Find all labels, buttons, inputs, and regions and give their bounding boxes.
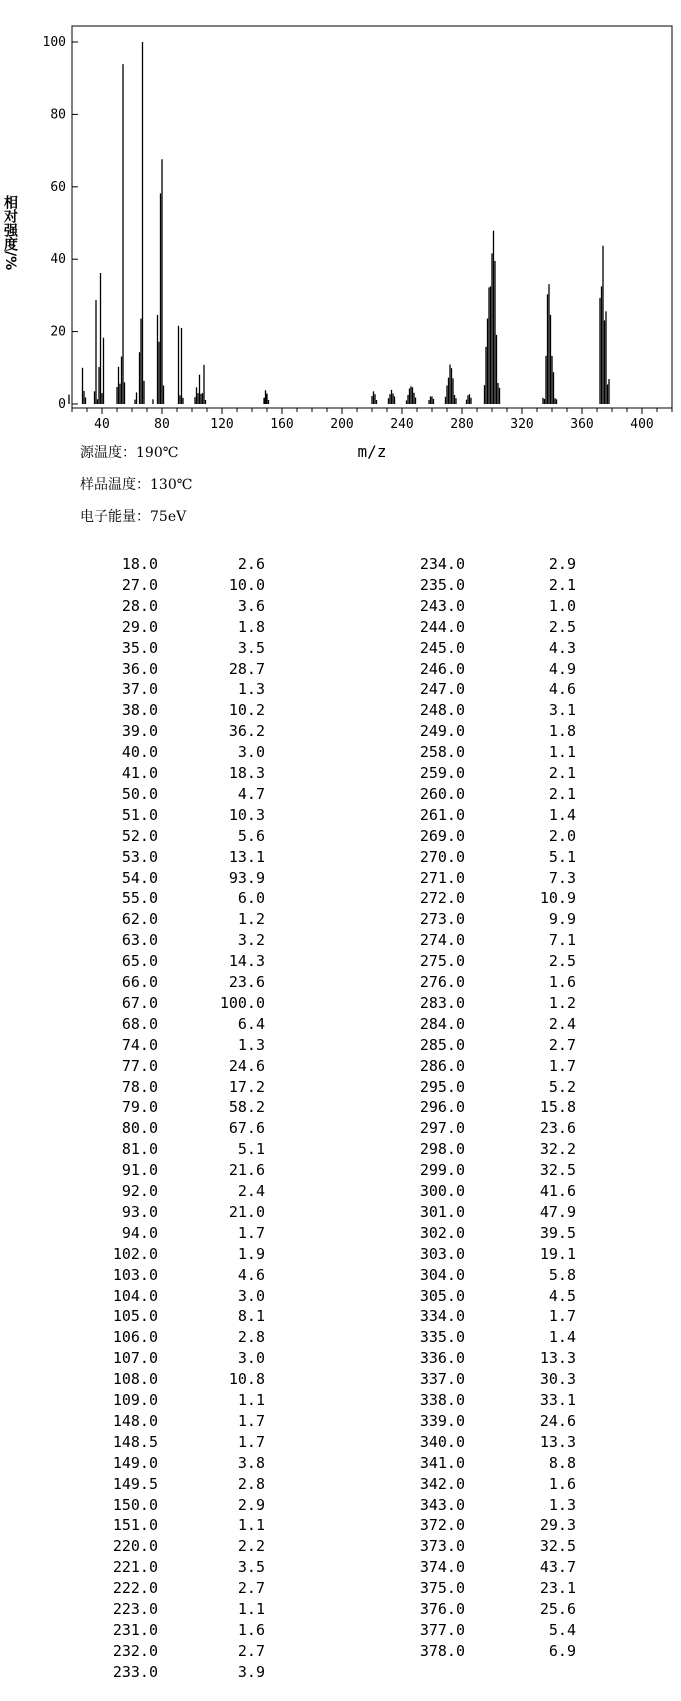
- peak-mz: 77.0: [121, 1056, 158, 1075]
- peak-intensity: 5.1: [237, 1140, 265, 1159]
- peak-intensity: 4.9: [548, 659, 576, 678]
- peak-intensity: 1.6: [548, 973, 576, 991]
- peak-mz: 377.0: [419, 1620, 465, 1639]
- peak-intensity: 17.2: [228, 1077, 265, 1096]
- peak-mz: 78.0: [121, 1077, 158, 1096]
- peak-mz: 304.0: [419, 1265, 465, 1284]
- peak-intensity: 2.7: [237, 1641, 265, 1660]
- peak-intensity: 3.0: [237, 1286, 265, 1305]
- peak-intensity: 5.6: [237, 826, 265, 845]
- mass-spectrum-chart: [0, 0, 681, 470]
- peak-mz: 50.0: [121, 784, 158, 803]
- peak-intensity: 6.4: [237, 1014, 265, 1033]
- peak-mz: 334.0: [419, 1307, 465, 1326]
- peak-intensity: 1.7: [237, 1411, 265, 1430]
- peak-mz: 104.0: [112, 1286, 158, 1305]
- peak-intensity: 1.3: [548, 1495, 576, 1514]
- peak-mz: 107.0: [112, 1349, 158, 1368]
- peak-mz: 305.0: [419, 1286, 465, 1305]
- peak-mz: 51.0: [121, 805, 158, 824]
- peak-intensity: 1.7: [548, 1307, 576, 1326]
- peak-intensity: 13.1: [228, 847, 265, 866]
- peak-mz: 105.0: [112, 1307, 158, 1326]
- peak-intensity: 6.9: [548, 1641, 576, 1660]
- peak-intensity: 1.1: [548, 743, 576, 762]
- peak-mz: 297.0: [419, 1119, 465, 1138]
- peak-mz: 54.0: [121, 868, 158, 887]
- peak-intensity: 4.7: [237, 784, 265, 803]
- peak-mz: 150.0: [112, 1495, 158, 1514]
- peak-intensity: 6.0: [237, 889, 265, 908]
- peak-intensity: 2.7: [237, 1579, 265, 1598]
- peak-mz: 247.0: [419, 680, 465, 699]
- peak-intensity: 1.1: [237, 1391, 265, 1409]
- peak-intensity: 23.1: [539, 1579, 576, 1598]
- peak-mz: 249.0: [419, 722, 465, 741]
- peak-intensity: 30.3: [539, 1370, 576, 1389]
- peak-mz: 233.0: [112, 1662, 158, 1681]
- peak-mz: 259.0: [419, 764, 465, 782]
- peak-intensity: 3.8: [237, 1453, 265, 1472]
- peak-mz: 91.0: [121, 1161, 158, 1180]
- peak-intensity: 2.8: [237, 1474, 265, 1493]
- peak-mz: 246.0: [419, 659, 465, 678]
- peak-intensity: 9.9: [548, 910, 576, 929]
- peak-mz: 29.0: [121, 617, 158, 636]
- peak-mz: 106.0: [112, 1328, 158, 1347]
- peak-intensity: 10.0: [228, 575, 265, 594]
- peak-mz: 258.0: [419, 743, 465, 762]
- peak-intensity: 47.9: [539, 1202, 576, 1221]
- peak-mz: 372.0: [419, 1516, 465, 1535]
- y-tick-label: 0: [58, 397, 66, 412]
- peak-mz: 81.0: [121, 1140, 158, 1159]
- peak-intensity: 1.2: [237, 910, 265, 929]
- peak-intensity: 33.1: [539, 1391, 576, 1409]
- peak-intensity: 1.9: [237, 1244, 265, 1263]
- peak-intensity: 1.0: [548, 596, 576, 615]
- peak-intensity: 1.6: [237, 1620, 265, 1639]
- peak-intensity: 19.1: [539, 1244, 576, 1263]
- peak-mz: 286.0: [419, 1056, 465, 1075]
- x-tick-label: 120: [210, 417, 234, 432]
- peak-mz: 67.0: [121, 993, 158, 1012]
- peak-mz: 221.0: [112, 1558, 158, 1577]
- peak-intensity: 21.0: [228, 1202, 265, 1221]
- peak-mz: 336.0: [419, 1349, 465, 1368]
- y-axis-ticks: [43, 35, 78, 412]
- peak-intensity: 3.0: [237, 1349, 265, 1368]
- peak-intensity: 7.3: [548, 868, 576, 887]
- peak-mz: 374.0: [419, 1558, 465, 1577]
- peak-intensity: 8.8: [548, 1453, 576, 1472]
- peak-mz: 28.0: [121, 596, 158, 615]
- x-tick-label: 320: [510, 417, 534, 432]
- peak-mz: 222.0: [112, 1579, 158, 1598]
- peak-intensity: 32.2: [539, 1140, 576, 1159]
- peak-mz: 296.0: [419, 1098, 465, 1117]
- y-axis-label: 相对强度/%: [2, 195, 18, 271]
- peak-mz: 231.0: [112, 1620, 158, 1639]
- y-tick-label: 40: [50, 252, 66, 268]
- peak-mz: 38.0: [121, 701, 158, 720]
- peak-intensity: 2.9: [237, 1495, 265, 1514]
- x-tick-label: 160: [270, 417, 294, 432]
- peak-intensity: 1.7: [237, 1223, 265, 1242]
- peak-intensity: 7.1: [548, 931, 576, 950]
- peak-mz: 338.0: [419, 1391, 465, 1409]
- peak-intensity: 8.1: [237, 1307, 265, 1326]
- peak-mz: 245.0: [419, 638, 465, 657]
- peak-intensity: 100.0: [219, 993, 265, 1012]
- peak-intensity: 3.6: [237, 596, 265, 615]
- peak-mz: 375.0: [419, 1579, 465, 1598]
- peak-intensity: 10.8: [228, 1370, 265, 1389]
- y-tick-label: 60: [50, 179, 66, 195]
- peak-mz: 92.0: [121, 1182, 158, 1200]
- peak-mz: 299.0: [419, 1161, 465, 1180]
- source-temperature: 源温度：190℃: [80, 445, 179, 461]
- peak-mz: 62.0: [121, 910, 158, 929]
- peak-mz: 343.0: [419, 1495, 465, 1514]
- peak-intensity: 24.6: [228, 1056, 265, 1075]
- peak-mz: 94.0: [121, 1223, 158, 1242]
- peak-mz: 53.0: [121, 847, 158, 866]
- peak-intensity: 10.9: [539, 889, 576, 908]
- peak-mz: 103.0: [112, 1265, 158, 1284]
- peak-mz: 376.0: [419, 1600, 465, 1618]
- sample-temperature: 样品温度：130℃: [80, 477, 193, 493]
- peak-mz: 151.0: [112, 1516, 158, 1535]
- peak-mz: 148.5: [112, 1432, 158, 1451]
- y-tick-label: 80: [50, 107, 66, 123]
- peak-intensity: 43.7: [539, 1558, 576, 1577]
- peak-intensity: 1.7: [548, 1056, 576, 1075]
- x-tick-label: 240: [390, 417, 414, 432]
- peak-mz: 41.0: [121, 764, 158, 782]
- peak-mz: 223.0: [112, 1600, 158, 1618]
- peak-mz: 301.0: [419, 1202, 465, 1221]
- peak-mz: 339.0: [419, 1411, 465, 1430]
- peak-mz: 335.0: [419, 1328, 465, 1347]
- peak-intensity: 58.2: [228, 1098, 265, 1117]
- peak-intensity: 5.2: [548, 1077, 576, 1096]
- peak-intensity: 41.6: [539, 1182, 576, 1200]
- peak-intensity: 1.6: [548, 1474, 576, 1493]
- peak-intensity: 93.9: [228, 868, 265, 887]
- peak-intensity: 13.3: [539, 1432, 576, 1451]
- peak-intensity: 1.1: [237, 1600, 265, 1618]
- peak-mz: 52.0: [121, 826, 158, 845]
- peak-intensity: 1.4: [548, 805, 576, 824]
- peak-mz: 272.0: [419, 889, 465, 908]
- peak-intensity: 21.6: [228, 1161, 265, 1180]
- peak-intensity: 2.5: [548, 617, 576, 636]
- peak-mz: 275.0: [419, 952, 465, 971]
- peak-mz: 248.0: [419, 701, 465, 720]
- peak-mz: 148.0: [112, 1411, 158, 1430]
- peak-mz: 342.0: [419, 1474, 465, 1493]
- peak-intensity: 1.4: [548, 1328, 576, 1347]
- peak-intensity: 18.3: [228, 764, 265, 782]
- x-tick-label: 200: [330, 417, 354, 432]
- peak-mz: 63.0: [121, 931, 158, 950]
- peak-intensity: 24.6: [539, 1411, 576, 1430]
- peak-mz: 93.0: [121, 1202, 158, 1221]
- peak-intensity: 2.1: [548, 764, 576, 782]
- peak-intensity: 2.2: [237, 1537, 265, 1556]
- peak-mz: 37.0: [121, 680, 158, 699]
- peak-mz: 283.0: [419, 993, 465, 1012]
- peak-list-table: [0, 554, 681, 1694]
- peak-mz: 276.0: [419, 973, 465, 991]
- peak-mz: 35.0: [121, 638, 158, 657]
- peak-intensity: 1.7: [237, 1432, 265, 1451]
- spectrum-bars: [69, 42, 609, 404]
- peak-intensity: 2.1: [548, 575, 576, 594]
- peak-intensity: 36.2: [228, 722, 265, 741]
- peak-mz: 66.0: [121, 973, 158, 991]
- peak-intensity: 2.7: [548, 1035, 576, 1054]
- peak-intensity: 29.3: [539, 1516, 576, 1535]
- peak-intensity: 1.3: [237, 1035, 265, 1054]
- peak-mz: 260.0: [419, 784, 465, 803]
- peak-mz: 284.0: [419, 1014, 465, 1033]
- peak-mz: 79.0: [121, 1098, 158, 1117]
- peak-mz: 261.0: [419, 805, 465, 824]
- peak-intensity: 1.1: [237, 1516, 265, 1535]
- peak-intensity: 1.3: [237, 680, 265, 699]
- peak-mz: 232.0: [112, 1641, 158, 1660]
- peak-intensity: 1.2: [548, 993, 576, 1012]
- peak-intensity: 2.9: [548, 555, 576, 573]
- x-axis-label: m/z: [357, 442, 387, 461]
- peak-mz: 274.0: [419, 931, 465, 950]
- peak-intensity: 10.2: [228, 701, 265, 720]
- peak-mz: 27.0: [121, 575, 158, 594]
- peak-intensity: 2.6: [237, 555, 265, 573]
- peak-intensity: 32.5: [539, 1537, 576, 1556]
- peak-mz: 341.0: [419, 1453, 465, 1472]
- peak-mz: 244.0: [419, 617, 465, 636]
- peak-intensity: 3.0: [237, 743, 265, 762]
- peak-intensity: 23.6: [539, 1119, 576, 1138]
- y-tick-label: 100: [42, 35, 66, 50]
- peak-mz: 285.0: [419, 1035, 465, 1054]
- peak-mz: 269.0: [419, 826, 465, 845]
- peak-intensity: 2.4: [237, 1182, 265, 1200]
- peak-intensity: 4.6: [237, 1265, 265, 1284]
- peak-intensity: 2.5: [548, 952, 576, 971]
- peak-intensity: 5.8: [548, 1265, 576, 1284]
- peak-mz: 40.0: [121, 743, 158, 762]
- peak-mz: 108.0: [112, 1370, 158, 1389]
- peak-intensity: 3.2: [237, 931, 265, 950]
- peak-mz: 340.0: [419, 1432, 465, 1451]
- peak-mz: 235.0: [419, 575, 465, 594]
- peak-intensity: 2.8: [237, 1328, 265, 1347]
- peak-mz: 55.0: [121, 889, 158, 908]
- peak-intensity: 25.6: [539, 1600, 576, 1618]
- y-tick-label: 20: [50, 324, 66, 340]
- peak-intensity: 28.7: [228, 659, 265, 678]
- peak-intensity: 2.4: [548, 1014, 576, 1033]
- peak-intensity: 2.1: [548, 784, 576, 803]
- peak-mz: 270.0: [419, 847, 465, 866]
- x-tick-label: 360: [570, 417, 594, 432]
- peak-mz: 149.0: [112, 1453, 158, 1472]
- peak-mz: 65.0: [121, 952, 158, 971]
- peak-mz: 220.0: [112, 1537, 158, 1556]
- peak-intensity: 3.1: [548, 701, 576, 720]
- peak-intensity: 1.8: [548, 722, 576, 741]
- peak-intensity: 67.6: [228, 1119, 265, 1138]
- peak-intensity: 32.5: [539, 1161, 576, 1180]
- peak-mz: 80.0: [121, 1119, 158, 1138]
- peak-mz: 302.0: [419, 1223, 465, 1242]
- peak-intensity: 3.9: [237, 1662, 265, 1681]
- peak-intensity: 4.5: [548, 1286, 576, 1305]
- peak-intensity: 4.6: [548, 680, 576, 699]
- peak-intensity: 3.5: [237, 1558, 265, 1577]
- peak-mz: 303.0: [419, 1244, 465, 1263]
- peak-intensity: 5.1: [548, 847, 576, 866]
- peak-mz: 273.0: [419, 910, 465, 929]
- x-tick-label: 80: [154, 417, 170, 432]
- peak-mz: 271.0: [419, 868, 465, 887]
- peak-mz: 378.0: [419, 1641, 465, 1660]
- peak-intensity: 39.5: [539, 1223, 576, 1242]
- peak-mz: 149.5: [112, 1474, 158, 1493]
- x-tick-label: 40: [94, 417, 110, 432]
- peak-mz: 18.0: [121, 555, 158, 573]
- peak-mz: 109.0: [112, 1391, 158, 1409]
- peak-intensity: 3.5: [237, 638, 265, 657]
- peak-mz: 298.0: [419, 1140, 465, 1159]
- electron-energy: 电子能量：75eV: [80, 509, 187, 525]
- x-axis-ticks: [72, 408, 672, 432]
- peak-intensity: 14.3: [228, 952, 265, 971]
- peak-mz: 243.0: [419, 596, 465, 615]
- peak-mz: 373.0: [419, 1537, 465, 1556]
- peak-mz: 337.0: [419, 1370, 465, 1389]
- peak-mz: 74.0: [121, 1035, 158, 1054]
- peak-intensity: 2.0: [548, 826, 576, 845]
- peak-intensity: 4.3: [548, 638, 576, 657]
- x-tick-label: 280: [450, 417, 474, 432]
- x-tick-label: 400: [630, 417, 654, 432]
- peak-intensity: 1.8: [237, 617, 265, 636]
- peak-intensity: 15.8: [539, 1098, 576, 1117]
- peak-mz: 234.0: [419, 555, 465, 573]
- peak-mz: 102.0: [112, 1244, 158, 1263]
- peak-mz: 39.0: [121, 722, 158, 741]
- peak-intensity: 5.4: [548, 1620, 576, 1639]
- peak-mz: 300.0: [419, 1182, 465, 1200]
- peak-mz: 68.0: [121, 1014, 158, 1033]
- peak-mz: 295.0: [419, 1077, 465, 1096]
- peak-mz: 36.0: [121, 659, 158, 678]
- peak-intensity: 13.3: [539, 1349, 576, 1368]
- peak-intensity: 10.3: [228, 805, 265, 824]
- peak-intensity: 23.6: [228, 973, 265, 991]
